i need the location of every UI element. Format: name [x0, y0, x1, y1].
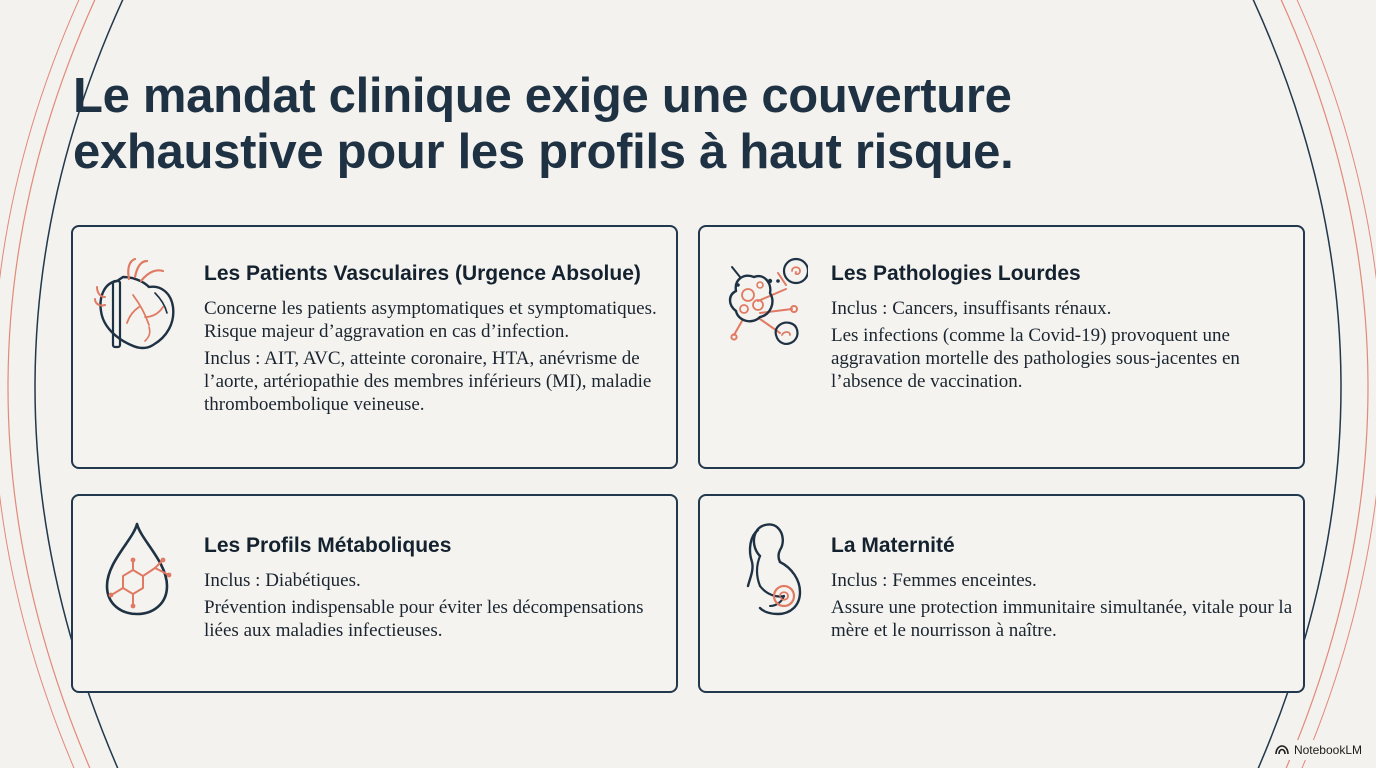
card-metabolic-profiles — [71, 494, 678, 693]
card-text: Prévention indispensable pour éviter les décompensations liées aux maladies infectieuses. — [204, 597, 644, 641]
card-text: Les infections (comme la Covid-19) provoquent une aggravation mortelle des pathologies sous-jacentes en l’absence de vaccination. — [831, 325, 1240, 392]
notebooklm-branding — [1271, 740, 1366, 760]
card-vascular-patients — [71, 225, 678, 469]
heart-icon — [93, 251, 181, 351]
card-title: La Maternité — [831, 534, 955, 557]
brand-label: NotebookLM — [1293, 743, 1362, 757]
title-line: exhaustive pour les profils à haut risque. — [73, 125, 1014, 179]
card-text: Assure une protection immunitaire simultanée, vitale pour la mère et le nourrisson à naître. — [831, 597, 1293, 641]
card-maternity — [698, 494, 1305, 693]
card-text: Concerne les patients asymptomatiques et symptomatiques. Risque majeur d’aggravation en cas d’infection. — [204, 298, 657, 342]
card-text: Inclus : Cancers, insuffisants rénaux. — [831, 298, 1112, 319]
card-heavy-pathologies — [698, 225, 1305, 469]
notebooklm-logo-icon — [1275, 745, 1289, 755]
cell-network-icon — [720, 251, 808, 351]
page-title — [73, 68, 1173, 180]
card-text: Inclus : Femmes enceintes. — [831, 570, 1037, 591]
card-title: Les Pathologies Lourdes — [831, 262, 1081, 285]
card-text: Inclus : Diabétiques. — [204, 570, 361, 591]
card-text: Inclus : AIT, AVC, atteinte coronaire, HTA, anévrisme de l’aorte, artériopathie des membres inférieurs (MI), maladie thromboembolique veineuse. — [204, 348, 652, 415]
card-title: Les Patients Vasculaires (Urgence Absolue) — [204, 262, 641, 285]
glucose-drop-icon — [93, 518, 181, 618]
card-title: Les Profils Métaboliques — [204, 534, 452, 557]
pregnant-woman-icon — [720, 516, 808, 616]
title-line: Le mandat clinique exige une couverture — [73, 69, 1012, 123]
